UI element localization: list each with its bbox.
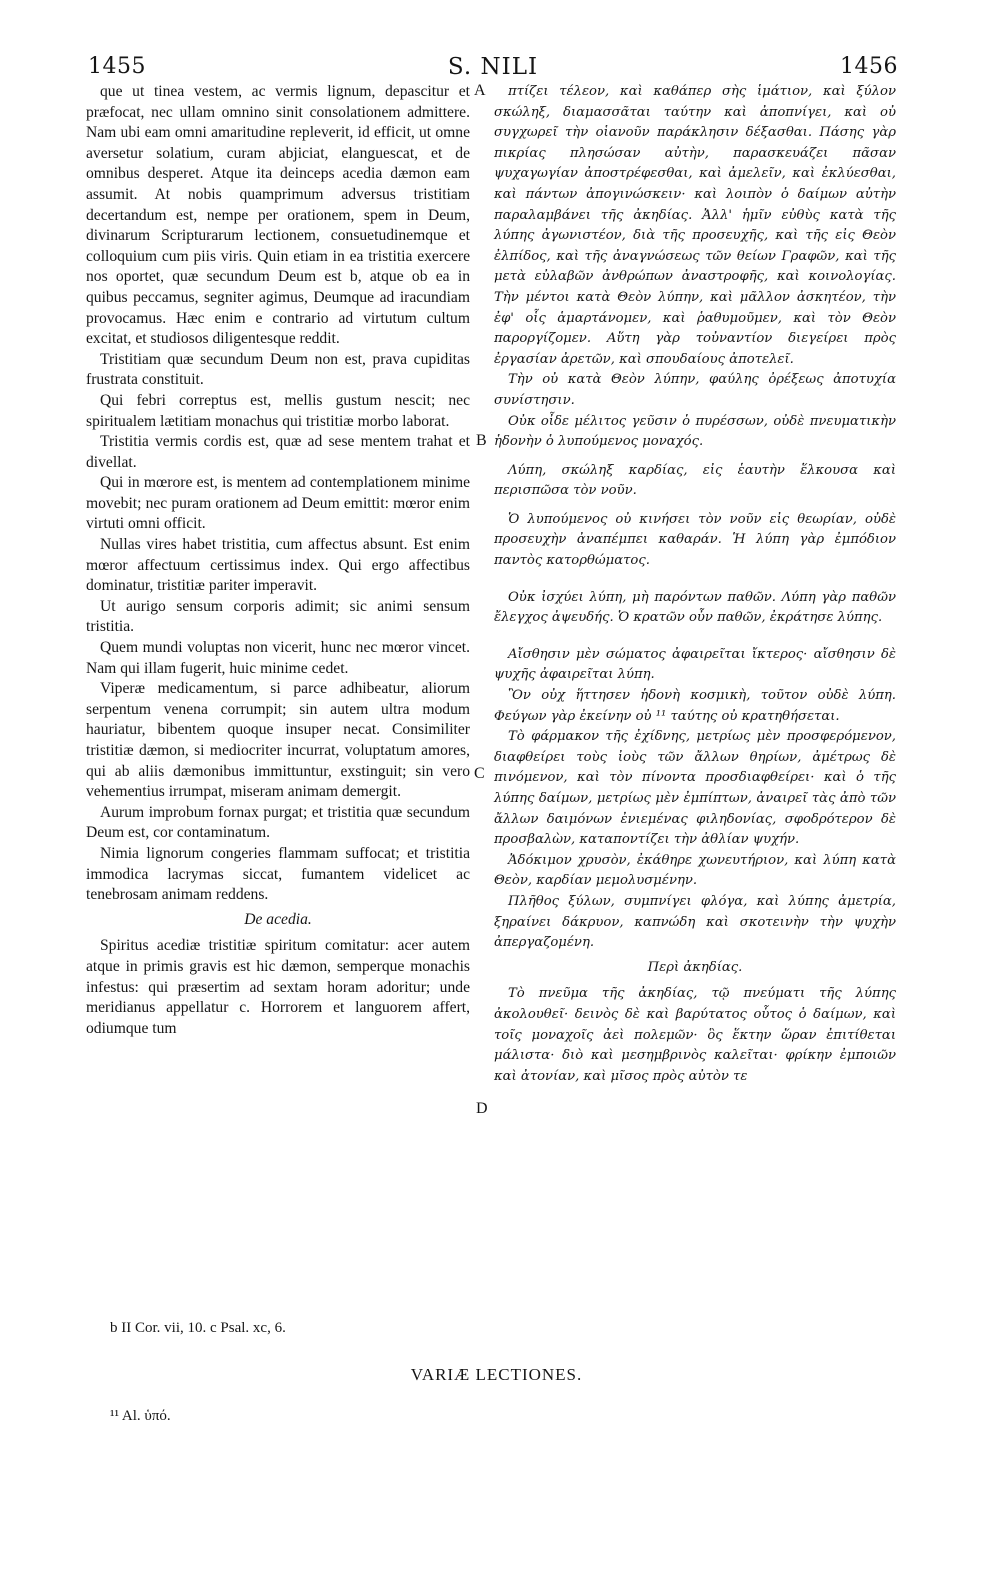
variant-reading-note: ¹¹ Al. ὑπό.	[110, 1408, 171, 1424]
latin-paragraph: Viperæ medicamentum, si parce adhibeatur, aliorum serpentum venena corrumpit; sin autem ultra modum hauriatur, bibentem quoque insuper necat. Consimiliter tristitiæ dæmon, si mediocriter incurrat, voluptatum amores, qui ab aliis dæmonibus immittuntur, exstinguit; sin vero vehementius irrumpat, miseram animam demergit.	[86, 680, 470, 801]
margin-marker-d: D	[476, 1100, 488, 1117]
footnotes: b II Cor. vii, 10. c Psal. xc, 6.	[110, 1320, 286, 1336]
running-title: S. NILI	[447, 54, 539, 80]
greek-paragraph: Ὃν οὐχ ἥττησεν ἡδονὴ κοσμικὴ, τοῦτον οὐδὲ λύπη. Φεύγων γὰρ ἐκείνην οὐ ¹¹ ταύτης οὐ κρατηθήσεται.	[494, 688, 896, 724]
latin-paragraph: Tristitia vermis cordis est, quæ ad sese mentem trahat et divellat.	[86, 433, 470, 471]
greek-paragraph: Οὐκ οἶδε μέλιτος γεῦσιν ὁ πυρέσσων, οὐδὲ πνευματικὴν ἡδονὴν ὁ λυπούμενος μοναχός.	[494, 413, 896, 450]
greek-paragraph: Πλῆθος ξύλων, συμπνίγει φλόγα, καὶ λύπης ἀμετρία, ξηραίνει δάκρυον, καπνώδη καὶ σκοτεινὴν τὴν ψυχὴν ἀπεργαζομένη.	[494, 893, 896, 951]
greek-acedia-paragraph: Τὸ πνεῦμα τῆς ἀκηδίας, τῷ πνεύματι τῆς λύπης ἀκολουθεῖ· δεινὸς δὲ καὶ βαρύτατος οὗτος ὁ δαίμων, καὶ τοῖς μοναχοῖς ἀεὶ πολεμῶν· ὃς ἕκτην ὥραν ἐπιτίθεται μάλιστα· διὸ καὶ μεσημβρινὸς καλεῖται· φρίκην ἐμποιῶν καὶ ἀτονίαν, καὶ μῖσος πρὸς αὐτὸν τε	[494, 986, 896, 1084]
latin-column	[86, 82, 470, 1039]
margin-marker-c: C	[474, 765, 485, 782]
greek-paragraph: Ἀδόκιμον χρυσὸν, ἐκάθηρε χωνευτήριον, καὶ λύπη κατὰ Θεὸν, καρδίαν μεμολυσμένην.	[494, 852, 896, 889]
latin-paragraph: Ut aurigo sensum corporis adimit; sic animi sensum tristitia.	[86, 597, 470, 636]
greek-paragraph: Ὁ λυπούμενος οὐ κινήσει τὸν νοῦν εἰς θεωρίαν, οὐδὲ προσευχὴν ἀναπέμπει καθαράν. Ἡ λύπη γὰρ ἐμπόδιον παντὸς κατορθώματος.	[494, 511, 896, 569]
margin-marker-a: A	[474, 82, 486, 99]
latin-paragraph: Nimia lignorum congeries flammam suffocat; et tristitia immodica lacrymas siccat, fumantem videlicet ac tenebrosam animam reddens.	[86, 844, 470, 904]
right-page-number: 1456	[840, 54, 898, 79]
margin-marker-b: B	[476, 432, 487, 449]
latin-paragraph: Tristitiam quæ secundum Deum non est, prava cupiditas frustrata constituit.	[86, 350, 470, 389]
latin-paragraph: Quem mundi voluptas non vicerit, hunc nec mœror vincet. Nam qui illam fugerit, huic minime cedet.	[86, 639, 470, 677]
greek-paragraphs	[494, 82, 896, 954]
latin-paragraph: Qui febri correptus est, mellis gustum nescit; nec spiritualem lætitiam monachus qui tristitiæ morbo laborat.	[86, 391, 470, 430]
latin-subheading: De acedia.	[244, 910, 312, 928]
left-page-number: 1455	[88, 54, 146, 79]
latin-paragraphs	[86, 82, 470, 906]
greek-subheading: Περὶ ἀκηδίας.	[647, 959, 743, 975]
latin-paragraph: Nullas vires habet tristitia, cum affectus absunt. Est enim mœror affectuum certissimus index. Qui ergo affectibus dominatur, tristitiæ pariter imperavit.	[86, 536, 470, 595]
latin-paragraph: que ut tinea vestem, ac vermis lignum, depascitur et præfocat, nec ullam omnino sinit consolationem admittere. Nam ubi eam omni amaritudine repleverit, id efficit, ut omne aversetur solatium, curam abjiciat, elanguescat, et de omnibus desperet. Atque ita deinceps acedia dæmon eam assumit. At nobis quamprimum adversus tristitiam decertandum est, nempe per orationem, spem in Deum, divinarum Scripturarum lectionem, consuetudinemque et colloquium cum piis viris. Quin etiam in ea tristitia exercere nos oportet, quæ secundum Deum est b, atque ob ea in quibus peccamus, segniter agimus, Deumque ad iracundiam provocamus. Hæc enim e contrario ad virtutum cultum excitat, et studiosos diligentesque reddit.	[86, 83, 470, 348]
greek-paragraph: Αἴσθησιν μὲν σώματος ἀφαιρεῖται ἴκτερος· αἴσθησιν δὲ ψυχῆς ἀφαιρεῖται λύπη.	[494, 646, 896, 683]
variae-lectiones-heading: VARIÆ LECTIONES.	[410, 1365, 583, 1384]
greek-column	[494, 82, 896, 1087]
greek-paragraph: Λύπη, σκώληξ καρδίας, εἰς ἑαυτὴν ἕλκουσα καὶ περισπῶσα τὸν νοῦν.	[494, 462, 896, 499]
latin-paragraph: Qui in mœrore est, is mentem ad contemplationem minime movebit; nec puram orationem ad Deum emittit: mœror enim virtuti omni officit.	[86, 474, 470, 533]
greek-paragraph: Τὸ φάρμακον τῆς ἐχίδνης, μετρίως μὲν προσφερόμενον, διαφθείρει τοὺς ἰοὺς τῶν ἄλλων θηρίων, ἀμέτρως δὲ πινόμενον, καὶ τὸν πίνοντα προσδιαφθείρει· καὶ ὁ τῆς λύπης δαίμων, μετρίως μὲν ἐμπίπτων, ἀναιρεῖ τὰς ἀπὸ τῶν ἄλλων δαιμόνων ἐνιεμένας φιληδονίας, σφοδρότερον δὲ προσβαλὼν, καταποντίζει τὴν ἀθλίαν ψυχήν.	[494, 729, 896, 848]
greek-paragraph: πτίζει τέλεον, καὶ καθάπερ σὴς ἱμάτιον, καὶ ξύλον σκώληξ, διαμασσᾶται ταύτην καὶ ἀποπνίγει, καὶ οὐ συγχωρεῖ τὴν οἱανοῦν παράκλησιν δέξασθαι. Πάσης γὰρ πικρίας πλησώσαν αὐτὴν, παρασκευάζει πᾶσαν ψυχαγωγίαν ἀποστρέφεσθαι, καὶ ἀμελεῖν, καὶ ἐκλύεσθαι, καὶ πάντων ἀπογινώσκειν· καὶ λοιπὸν ὁ δαίμων αὐτὴν παραλαμβάνει τῆς ἀκηδίας. Ἀλλ' ἡμῖν εὐθὺς κατὰ τῆς λύπης ἀγωνιστέον, διὰ τῆς προσευχῆς, καὶ τῆς εἰς Θεὸν ἐλπίδος, καὶ τῆς ἀναγνώσεως τῶν θείων Γραφῶν, καὶ τῆς μετὰ εὐλαβῶν ἀνθρώπων ἀναστροφῆς, καὶ κοινολογίας. Τὴν μέντοι κατὰ Θεὸν λύπην, καὶ μᾶλλον ἀσκητέον, τὴν ἐφ' οἷς ἁμαρτάνομεν, καὶ ῥαθυμοῦμεν, καὶ τὸν Θεὸν παροργίζομεν. Αὕτη γὰρ τοὐναντίον διεγείρει πρὸς ἐργασίαν ἀρετῶν, καὶ σπουδαίους ἀποτελεῖ.	[494, 84, 896, 367]
latin-paragraph: Aurum improbum fornax purgat; et tristitia quæ secundum Deum est, cor contaminatum.	[86, 803, 470, 842]
greek-paragraph: Οὐκ ἰσχύει λύπη, μὴ παρόντων παθῶν. Λύπη γὰρ παθῶν ἔλεγχος ἀψευδής. Ὁ κρατῶν οὖν παθῶν, ἐκράτησε λύπης.	[494, 589, 896, 626]
greek-paragraph: Τὴν οὐ κατὰ Θεὸν λύπην, φαύλης ὀρέξεως ἀποτυχία συνίστησιν.	[494, 372, 896, 408]
latin-acedia-paragraph: Spiritus acediæ tristitiæ spiritum comitatur: acer autem atque in primis gravis est hic dæmon, semperque monachis infestus: qui præsertim ad sextam horam adoritur; unde meridianus appellatur c. Horrorem et languorem affert, odiumque tum	[86, 937, 470, 1037]
